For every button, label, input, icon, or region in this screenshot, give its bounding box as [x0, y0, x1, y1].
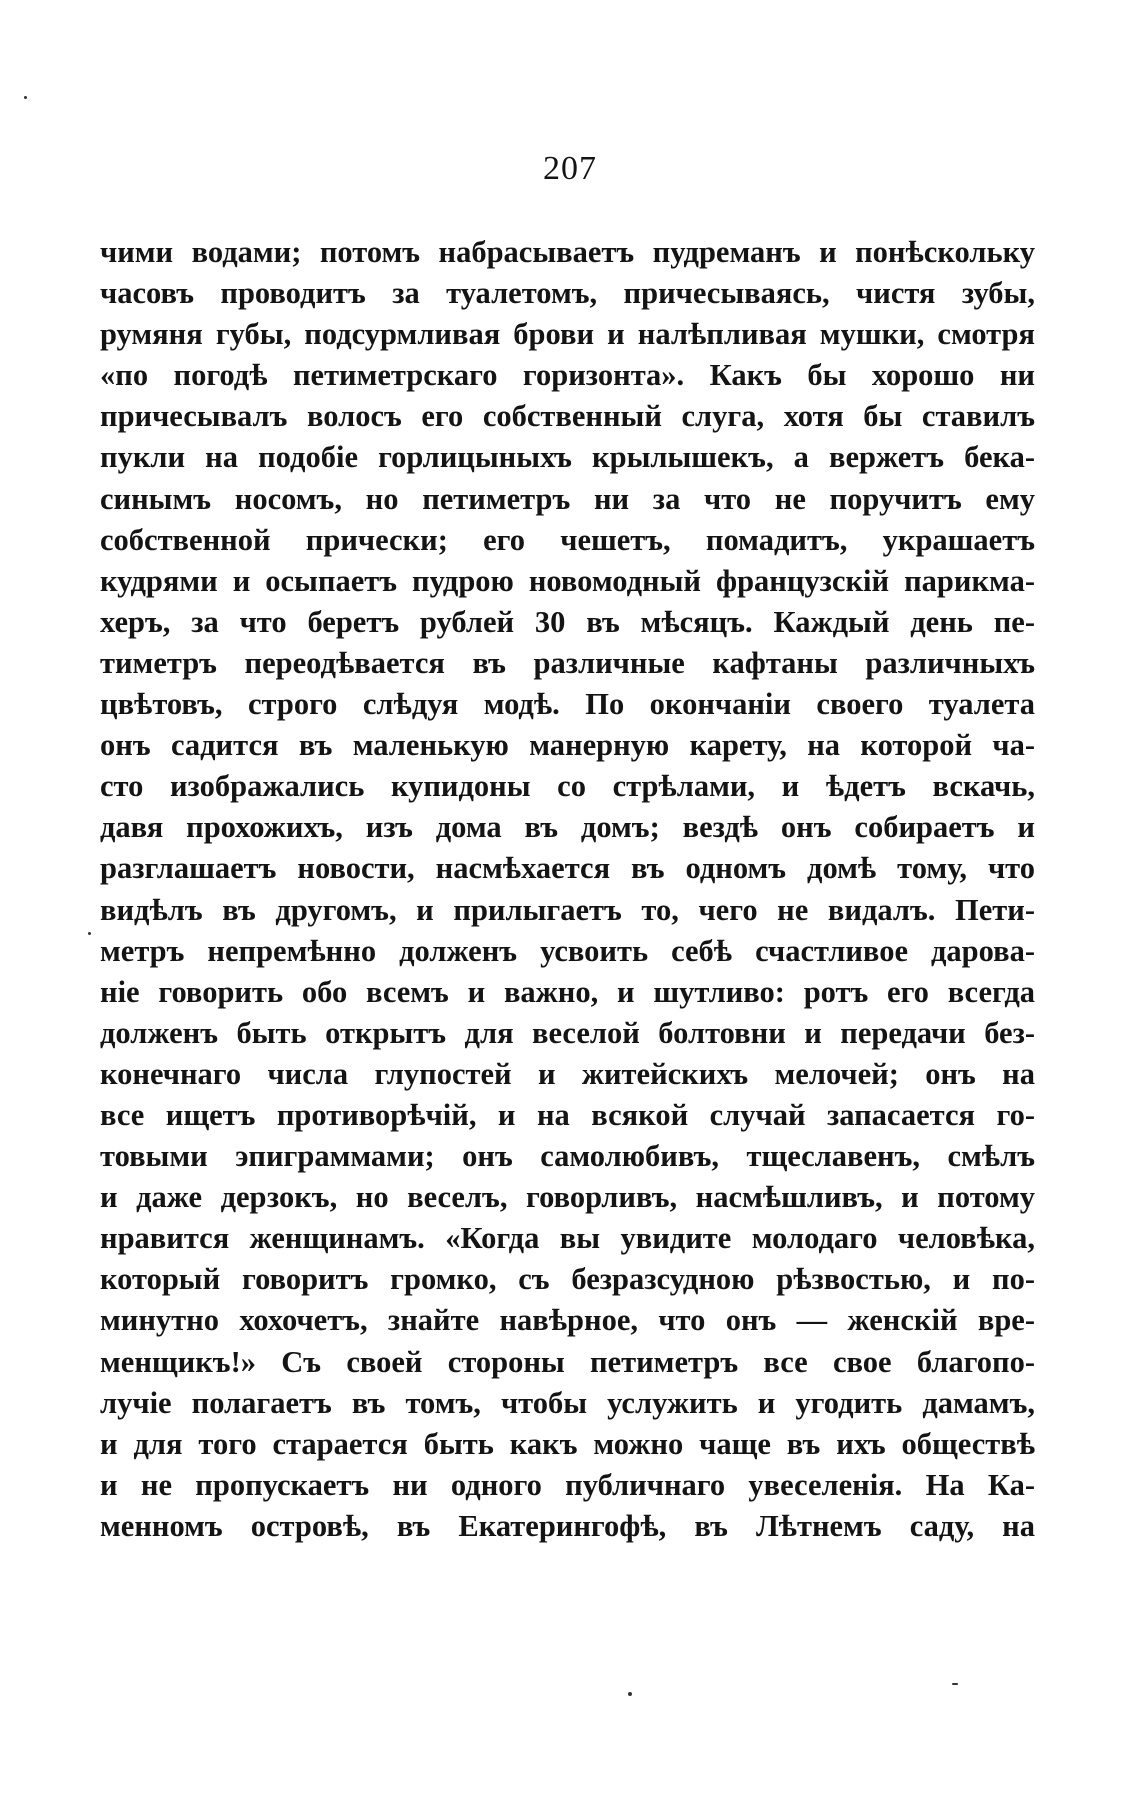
text-line: нравится женщинамъ. «Когда вы увидите молодаго человѣка,: [100, 1221, 1035, 1256]
text-line: херъ, за что беретъ рублей 30 въ мѣсяцъ. Каждый день пе-: [100, 604, 1035, 639]
text-line: метръ непремѣнно долженъ усвоить себѣ счастливое дарова-: [100, 933, 1035, 968]
text-line: цвѣтовъ, строго слѣдуя модѣ. По окончаніи своего туалета: [100, 687, 1035, 722]
body-text: [100, 232, 1035, 1547]
scan-speck: [952, 1683, 958, 1685]
text-line: и не пропускаетъ ни одного публичнаго увеселенія. На Ка-: [100, 1467, 1035, 1502]
text-line: конечнаго числа глупостей и житейскихъ мелочей; онъ на: [100, 1056, 1035, 1091]
text-line: румяня губы, подсурмливая брови и налѣпливая мушки, смотря: [100, 317, 1035, 352]
text-line: менномъ островѣ, въ Екатерингофѣ, въ Лѣтнемъ саду, на: [100, 1508, 1035, 1543]
scan-speck: [628, 1692, 632, 1696]
text-line: пукли на подобіе горлицыныхъ крылышекъ, а вержетъ бека-: [100, 440, 1035, 475]
text-line: минутно хохочетъ, знайте навѣрное, что онъ — женскій вре-: [100, 1303, 1035, 1338]
text-line: часовъ проводитъ за туалетомъ, причесываясь, чистя зубы,: [100, 276, 1035, 311]
text-line: кудрями и осыпаетъ пудрою новомодный французскій парикма-: [100, 563, 1035, 598]
text-line: синымъ носомъ, но петиметръ ни за что не поручитъ ему: [100, 481, 1035, 516]
text-line: товыми эпиграммами; онъ самолюбивъ, тщеславенъ, смѣлъ: [100, 1139, 1035, 1174]
text-line: ніе говорить обо всемъ и важно, и шутливо: ротъ его всегда: [100, 974, 1035, 1009]
scan-speck: [24, 96, 27, 99]
text-line: и для того старается быть какъ можно чаще въ ихъ обществѣ: [100, 1426, 1035, 1461]
text-line: менщикъ!» Съ своей стороны петиметръ все свое благопо-: [100, 1344, 1035, 1379]
text-line: давя прохожихъ, изъ дома въ домъ; вездѣ онъ собираетъ и: [100, 810, 1035, 845]
text-line: и даже дерзокъ, но веселъ, говорливъ, насмѣшливъ, и потому: [100, 1180, 1035, 1215]
text-line: сто изображались купидоны со стрѣлами, и ѣдетъ вскачь,: [100, 769, 1035, 804]
text-line: разглашаетъ новости, насмѣхается въ одномъ домѣ тому, что: [100, 851, 1035, 886]
text-line: тиметръ переодѣвается въ различные кафтаны различныхъ: [100, 645, 1035, 680]
text-line: «по погодѣ петиметрскаго горизонта». Какъ бы хорошо ни: [100, 358, 1035, 393]
text-line: чими водами; потомъ набрасываетъ пудреманъ и понѣскольку: [100, 235, 1035, 269]
text-line: видѣлъ въ другомъ, и прилыгаетъ то, чего не видалъ. Пети-: [100, 892, 1035, 927]
text-line: причесывалъ волосъ его собственный слуга, хотя бы ставилъ: [100, 399, 1035, 434]
text-line: собственной прически; его чешетъ, помадитъ, украшаетъ: [100, 522, 1035, 557]
text-line: лучіе полагаетъ въ томъ, чтобы услужить и угодить дамамъ,: [100, 1385, 1035, 1420]
text-line: онъ садится въ маленькую манерную карету, на которой ча-: [100, 728, 1035, 763]
text-line: все ищетъ противорѣчій, и на всякой случай запасается го-: [100, 1097, 1035, 1132]
text-line: который говоритъ громко, съ безразсудною рѣзвостью, и по-: [100, 1262, 1035, 1297]
page-number: 207: [543, 150, 597, 187]
scan-speck: [88, 932, 91, 935]
text-line: долженъ быть открытъ для веселой болтовни и передачи без-: [100, 1015, 1035, 1050]
